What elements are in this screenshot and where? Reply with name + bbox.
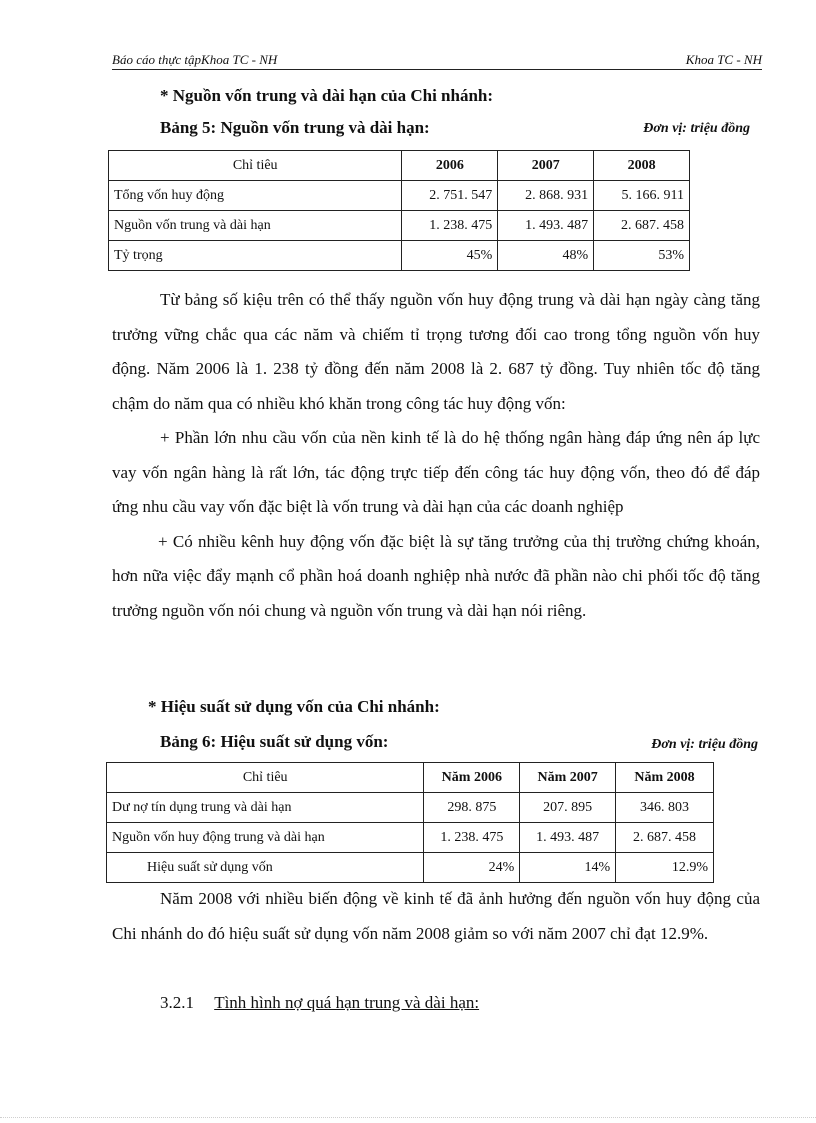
table-header-cell: 2008: [594, 151, 690, 181]
table5: [108, 150, 690, 271]
header-rule: [112, 69, 762, 70]
table-header-cell: 2007: [498, 151, 594, 181]
table-row: [109, 241, 690, 271]
table-cell: Tổng vốn huy động: [109, 181, 402, 211]
table-header-cell: Chỉ tiêu: [107, 763, 424, 793]
section2-heading: * Hiệu suất sử dụng vốn của Chi nhánh:: [148, 697, 440, 716]
table-cell: 2. 687. 458: [616, 823, 714, 853]
table-row: [109, 211, 690, 241]
table-cell: 2. 751. 547: [402, 181, 498, 211]
table-cell: 2. 687. 458: [594, 211, 690, 241]
table-cell: 1. 493. 487: [520, 823, 616, 853]
header-right: Khoa TC - NH: [685, 52, 762, 67]
table-cell: 1. 493. 487: [498, 211, 594, 241]
table-cell: 2. 868. 931: [498, 181, 594, 211]
table-cell: 24%: [424, 853, 520, 883]
table-cell: 1. 238. 475: [402, 211, 498, 241]
table-cell: 298. 875: [424, 793, 520, 823]
table-header-cell: Chỉ tiêu: [109, 151, 402, 181]
table-cell: 12.9%: [616, 853, 714, 883]
table-header-cell: 2006: [402, 151, 498, 181]
table-row: [107, 853, 714, 883]
table5-title: Bảng 5: Nguồn vốn trung và dài hạn:: [160, 118, 430, 137]
table6: [106, 762, 714, 883]
table6-title: Bảng 6: Hiệu suất sử dụng vốn:: [160, 732, 389, 751]
table-cell: 45%: [402, 241, 498, 271]
subsection-title: Tình hình nợ quá hạn trung và dài hạn:: [214, 993, 480, 1012]
paragraph: Năm 2008 với nhiều biến động về kinh tế đã ảnh hưởng đến nguồn vốn huy động của Chi nhánh do đó hiệu suất sử dụng vốn năm 2008 giảm so với năm 2007 chỉ đạt 12.9%.: [112, 889, 760, 943]
section1-heading: * Nguồn vốn trung và dài hạn của Chi nhánh:: [160, 86, 494, 105]
table-cell: Hiệu suất sử dụng vốn: [107, 853, 424, 883]
table-row: [107, 823, 714, 853]
section2-body: [112, 882, 760, 951]
table-header-cell: Năm 2007: [520, 763, 616, 793]
table-cell: 1. 238. 475: [424, 823, 520, 853]
table-cell: Tỷ trọng: [109, 241, 402, 271]
table6-unit: Đơn vị: triệu đồng: [651, 737, 758, 752]
paragraph: + Có nhiều kênh huy động vốn đặc biệt là sự tăng trưởng của thị trường chứng khoán, hơn nữa việc đẩy mạnh cổ phần hoá doanh nghiệp nhà nước đã phần nào chi phối tốc độ tăng trưởng nguồn vốn nói chung và nguồn vốn trung và dài hạn nói riêng.: [112, 531, 760, 620]
subsection-heading: [160, 993, 479, 1013]
page-footer-rule: [0, 1117, 816, 1118]
table-cell: 207. 895: [520, 793, 616, 823]
subsection-number: 3.2.1: [160, 993, 194, 1012]
table-row: [107, 793, 714, 823]
table-header-row: [109, 151, 690, 181]
table-cell: Nguồn vốn huy động trung và dài hạn: [107, 823, 424, 853]
table-cell: 14%: [520, 853, 616, 883]
table-cell: 346. 803: [616, 793, 714, 823]
table-header-cell: Năm 2006: [424, 763, 520, 793]
table-header-row: [107, 763, 714, 793]
table-cell: 48%: [498, 241, 594, 271]
section1-body: [112, 283, 760, 628]
table-cell: Dư nợ tín dụng trung và dài hạn: [107, 793, 424, 823]
table5-unit: Đơn vị: triệu đồng: [643, 121, 750, 136]
table-cell: Nguồn vốn trung và dài hạn: [109, 211, 402, 241]
table-cell: 5. 166. 911: [594, 181, 690, 211]
header-left: Báo cáo thực tậpKhoa TC - NH: [112, 52, 278, 67]
table-header-cell: Năm 2008: [616, 763, 714, 793]
paragraph: + Phần lớn nhu cầu vốn của nền kinh tế là do hệ thống ngân hàng đáp ứng nên áp lực vay vốn ngân hàng là rất lớn, tác động trực tiếp đến công tác huy động vốn, theo đó để đáp ứng nhu cầu vay vốn đặc biệt là vốn trung và dài hạn của các doanh nghiệp: [112, 428, 760, 516]
table-cell: 53%: [594, 241, 690, 271]
paragraph: Từ bảng số kiệu trên có thể thấy nguồn vốn huy động trung và dài hạn ngày càng tăng trưởng vững chắc qua các năm và chiếm tỉ trọng tương đối cao trong tổng nguồn vốn huy động. Năm 2006 là 1. 238 tỷ đồng đến năm 2008 là 2. 687 tỷ đồng. Tuy nhiên tốc độ tăng chậm do năm qua có nhiều khó khăn trong công tác huy động vốn:: [112, 290, 760, 413]
table-row: [109, 181, 690, 211]
